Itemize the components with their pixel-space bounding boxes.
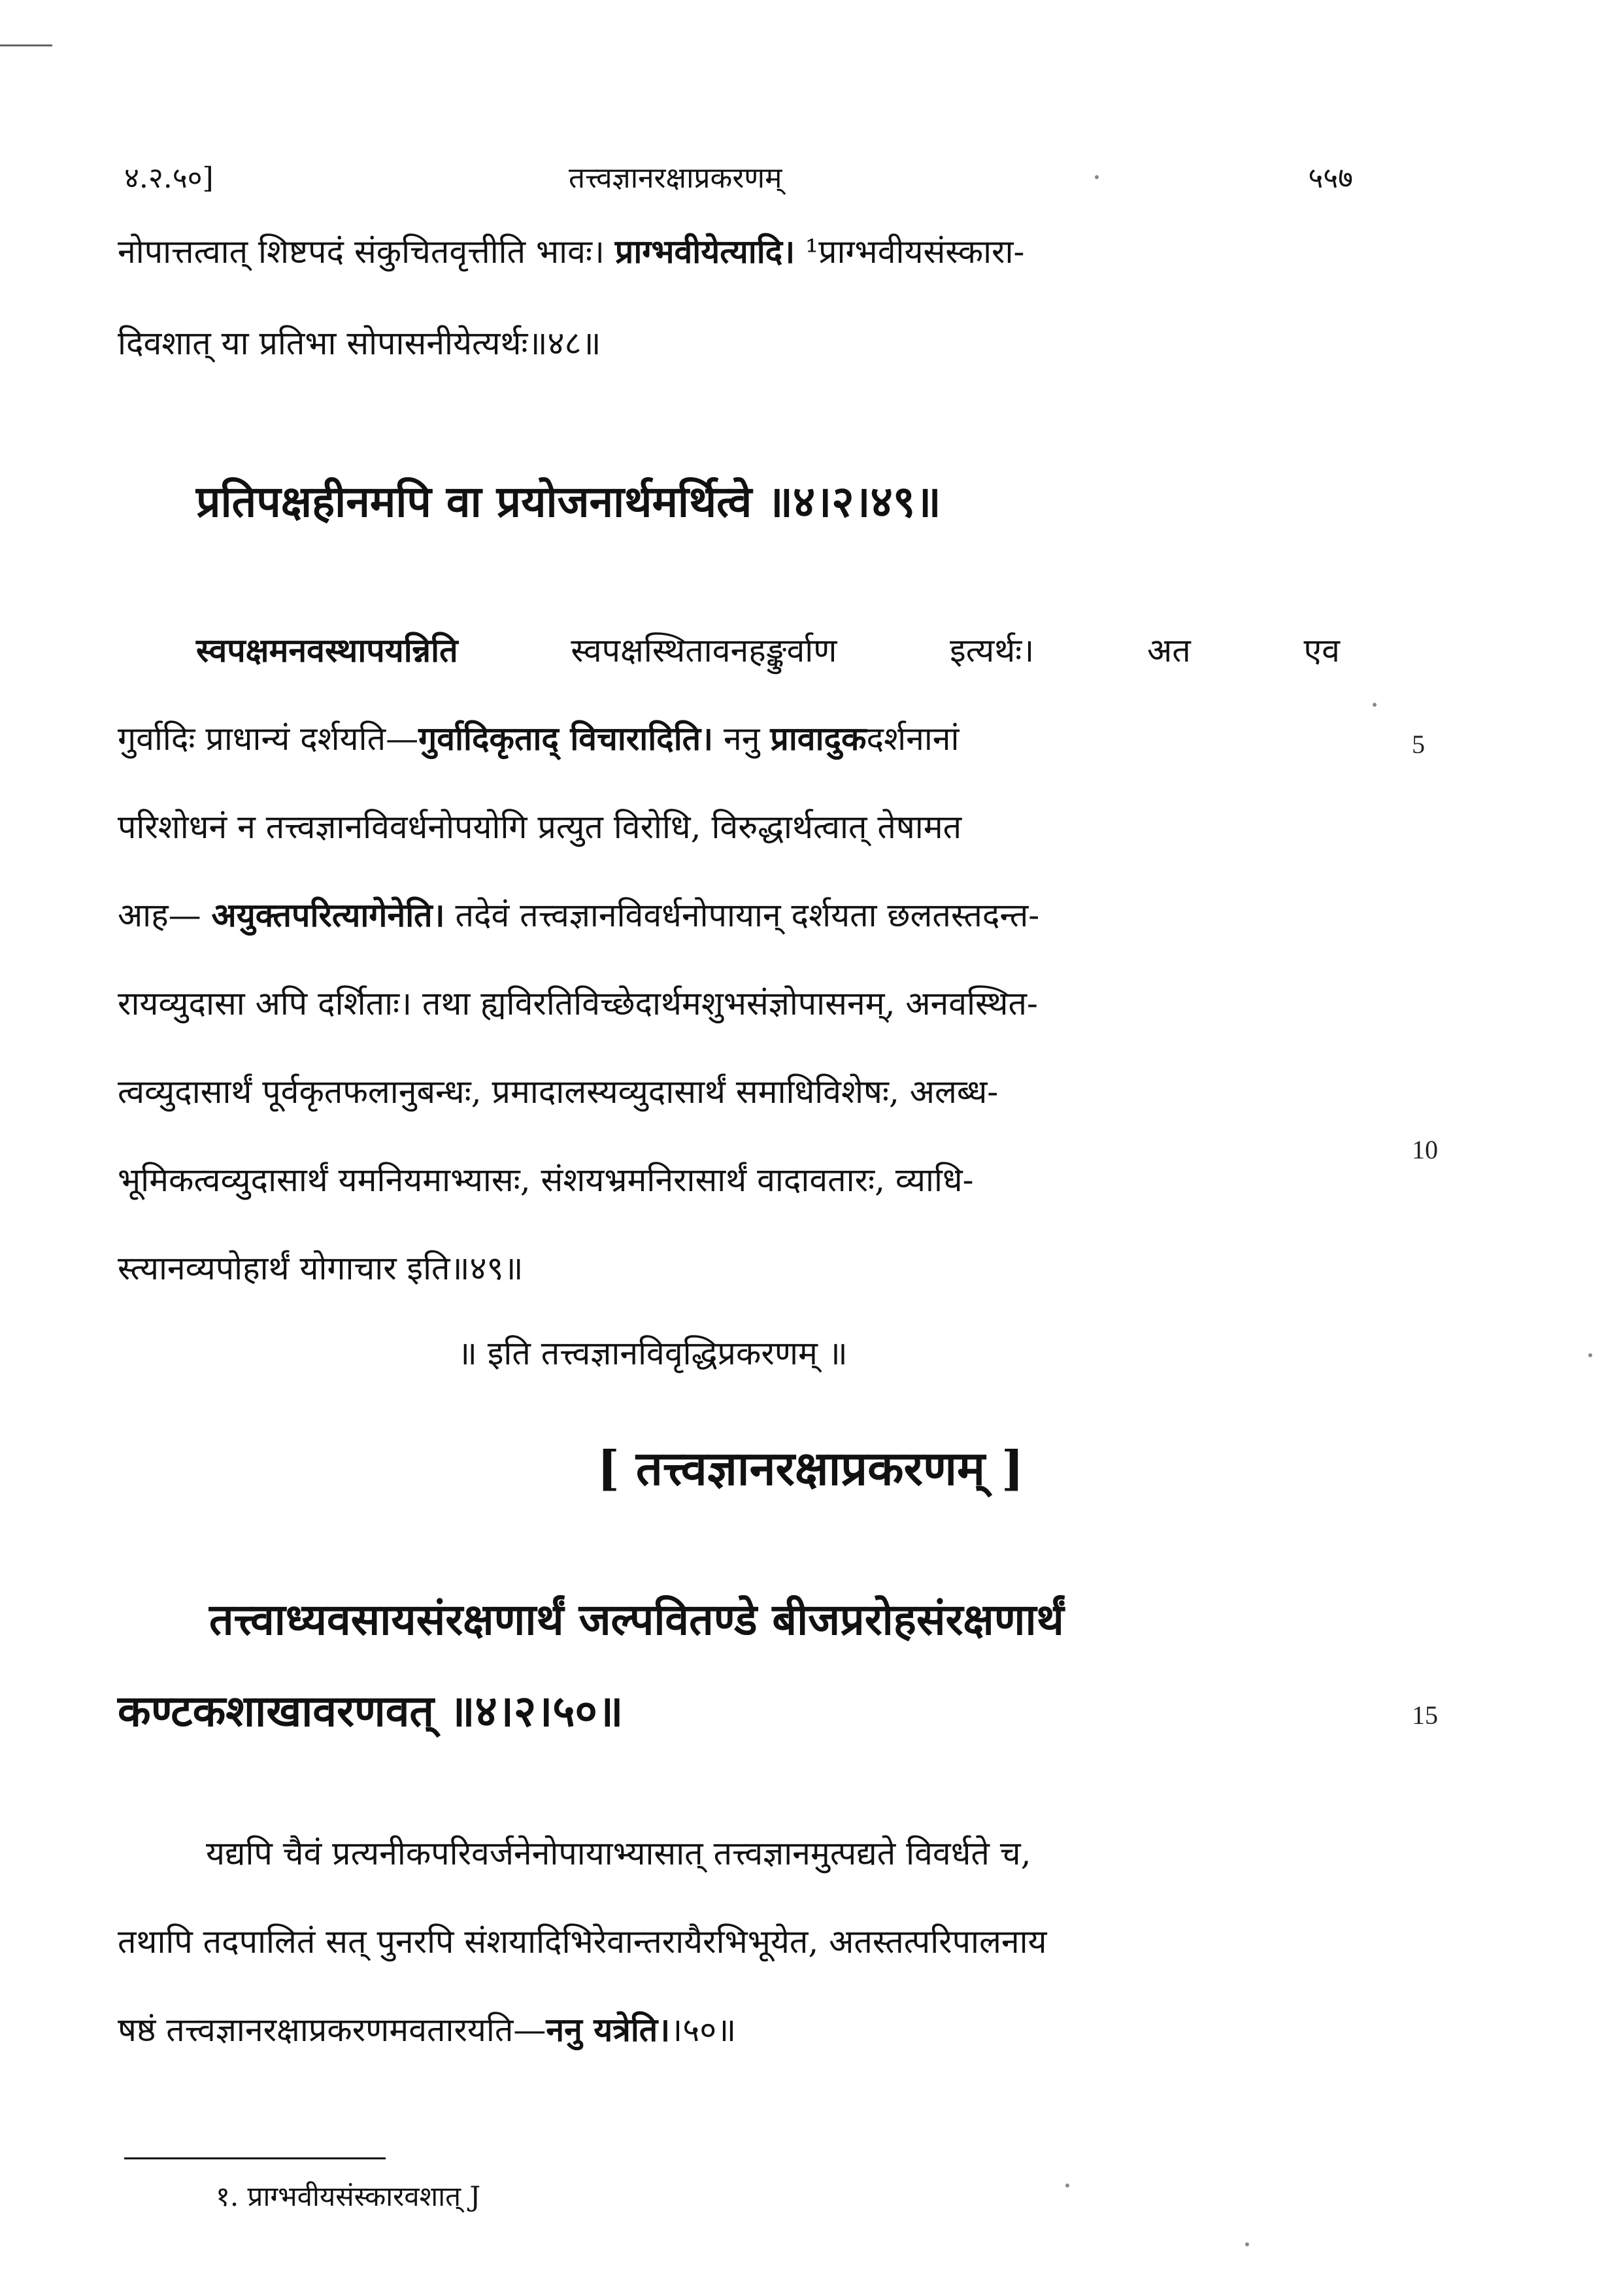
footnote: १. प्राग्भवीयसंस्कारवशात् J — [216, 2180, 481, 2212]
scan-speck — [1245, 2242, 1249, 2246]
text-line: स्त्यानव्यपोहार्थं योगाचार इति॥४९॥ — [118, 1249, 524, 1287]
sutra-49: प्रतिपक्षहीनमपि वा प्रयोजनार्थमर्थित्वे ॥४।२।४९॥ — [196, 476, 941, 527]
pratika-bold: प्रावादुक — [770, 719, 867, 758]
text-line: यद्यपि चैवं प्रत्यनीकपरिवर्जनेनोपायाभ्यासात् तत्त्वज्ञानमुत्पद्यते विवर्धते च, — [206, 1834, 1031, 1872]
text-line: षष्ठं तत्त्वज्ञानरक्षाप्रकरणमवतारयति—ननु यत्रेति।।५०॥ — [118, 2010, 737, 2049]
pratika-bold: स्वपक्षमनवस्थापयन्निति — [196, 631, 458, 669]
sutra-50-line-2: कण्टकशाखावरणवत् ॥४।२।५०॥ — [118, 1685, 624, 1736]
pratika-bold: ननु यत्रेति। — [546, 2010, 671, 2049]
line-number: 5 — [1412, 730, 1425, 759]
scan-speck — [1095, 175, 1099, 179]
line-number: 15 — [1412, 1700, 1438, 1730]
sutra-50-line-1: तत्त्वाध्यवसायसंरक्षणार्थं जल्पवितण्डे बीजप्ररोहसंरक्षणार्थं — [209, 1594, 1064, 1645]
scan-speck — [1065, 2184, 1069, 2187]
section-colophon: ॥ इति तत्त्वज्ञानविवृद्धिप्रकरणम् ॥ — [458, 1334, 848, 1372]
page-number: ५५७ — [1308, 161, 1353, 195]
text-line: रायव्युदासा अपि दर्शिताः। तथा ह्यविरतिविच्छेदार्थमशुभसंज्ञोपासनम्, अनवस्थित- — [118, 985, 1038, 1022]
running-header — [124, 157, 1353, 216]
text-line: नोपात्तत्वात् शिष्टपदं संकुचितवृत्तीति भावः। प्राग्भवीयेत्यादि। ¹प्राग्भवीयसंस्कारा- — [118, 232, 1025, 271]
text-line: गुर्वादिः प्राधान्यं दर्शयति—गुर्वादिकृताद् विचारादिति। ननु प्रावादुकदर्शनानां — [118, 719, 960, 758]
header-title: तत्त्वज्ञानरक्षाप्रकरणम् — [569, 161, 782, 195]
scan-speck — [1373, 703, 1377, 707]
text-line: तथापि तदपालितं सत् पुनरपि संशयादिभिरेवान्तरायैरभिभूयेत, अतस्तत्परिपालनाय — [118, 1923, 1047, 1961]
text-line: त्वव्युदासार्थं पूर्वकृतफलानुबन्धः, प्रमादालस्यव्युदासार्थं समाधिविशेषः, अलब्ध- — [118, 1073, 999, 1111]
text-line: परिशोधनं न तत्त्वज्ञानविवर्धनोपयोगि प्रत्युत विरोधि, विरुद्धार्थत्वात् तेषामत — [118, 808, 962, 846]
pratika-bold: गुर्वादिकृताद् विचारादिति। — [418, 719, 714, 758]
text-line: भूमिकत्वव्युदासार्थं यमनियमाभ्यासः, संशयभ्रमनिरासार्थं वादावतारः, व्याधि- — [118, 1161, 974, 1199]
scan-edge-mark — [0, 44, 52, 46]
text-line: दिवशात् या प्रतिभा सोपासनीयेत्यर्थः॥४८॥ — [118, 324, 601, 362]
footnote-rule — [124, 2157, 386, 2159]
header-section-ref: ४.२.५०] — [124, 161, 214, 195]
pratika-bold: प्राग्भवीयेत्यादि। — [614, 232, 795, 271]
line-number: 10 — [1412, 1135, 1438, 1164]
scan-speck — [1588, 1353, 1592, 1357]
pratika-bold: अयुक्तपरित्यागेनेति। — [211, 896, 445, 934]
section-title: [ तत्त्वज्ञानरक्षाप्रकरणम् ] — [597, 1440, 1024, 1496]
text-line: स्वपक्षमनवस्थापयन्निति स्वपक्षस्थितावनहङ्कुर्वाण इत्यर्थः। अत एव — [118, 628, 1340, 673]
text-line: आह— अयुक्तपरित्यागेनेति। तदेवं तत्त्वज्ञानविवर्धनोपायान् दर्शयता छलतस्तदन्त- — [118, 896, 1040, 934]
